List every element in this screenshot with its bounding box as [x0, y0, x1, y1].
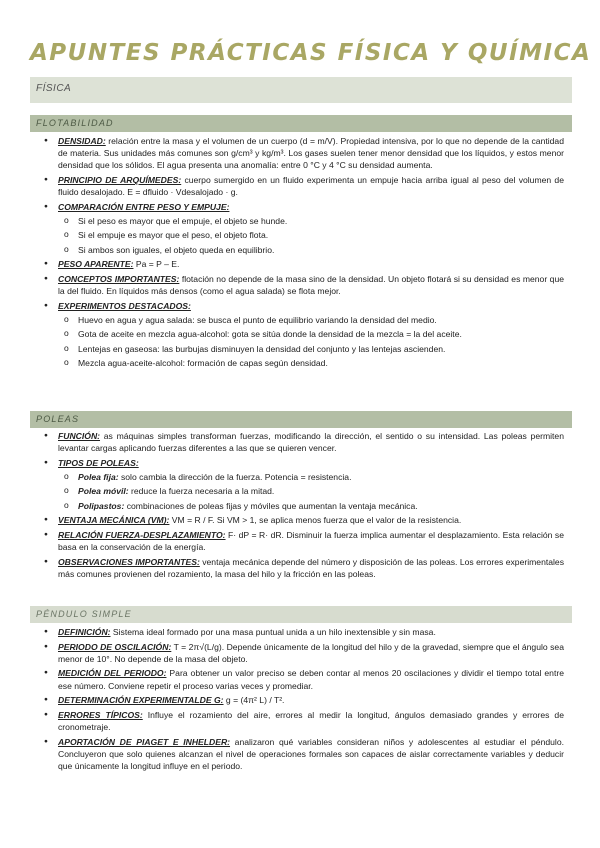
sub-item — [78, 357, 564, 369]
section-title: PÉNDULO SIMPLE — [36, 609, 132, 619]
sub-list — [78, 314, 564, 369]
sub-item — [78, 471, 564, 483]
bullet-term: MEDICIÓN DEL PERIODO: — [58, 668, 167, 679]
sub-text: Mezcla agua-aceite-alcohol: formación de capas según densidad. — [78, 358, 328, 369]
section-pendulo — [58, 626, 564, 775]
bullet-item — [58, 174, 564, 198]
section-title: POLEAS — [36, 414, 80, 424]
bullet-item — [58, 641, 564, 665]
bullet-item — [58, 709, 564, 733]
bullet-term: OBSERVACIONES IMPORTANTES: — [58, 556, 200, 567]
bullet-item — [58, 258, 564, 270]
bullet-term: EXPERIMENTOS DESTACADOS: — [58, 300, 191, 311]
bullet-item — [58, 300, 564, 370]
bullet-item — [58, 667, 564, 691]
sub-text: Gota de aceite en mezcla agua-alcohol: gota se sitúa donde la densidad de la mezcla = la del aceite. — [78, 329, 462, 340]
bullet-term: CONCEPTOS IMPORTANTES: — [58, 273, 180, 284]
sub-text: reduce la fuerza necesaria a la mitad. — [128, 486, 275, 497]
bullet-term: APORTACIÓN DE PIAGET E INHELDER: — [58, 736, 231, 747]
bullet-term: PESO APARENTE: — [58, 259, 134, 270]
sub-item — [78, 343, 564, 355]
sub-item — [78, 500, 564, 512]
sub-item — [78, 229, 564, 241]
sub-list — [78, 215, 564, 256]
sub-item — [78, 328, 564, 340]
bullet-term: PRINCIPIO DE ARQUÍMEDES: — [58, 175, 182, 185]
bullet-term: RELACIÓN FUERZA-DESPLAZAMIENTO: — [58, 529, 226, 540]
section-title: FLOTABILIDAD — [36, 118, 114, 128]
subject-label: FÍSICA — [36, 83, 72, 94]
bullet-text: Sistema ideal formado por una masa puntual unida a un hilo inextensible y sin masa. — [110, 627, 436, 637]
bullet-item — [58, 529, 564, 553]
sub-item — [78, 485, 564, 497]
section-poleas — [58, 430, 564, 583]
bullet-term: COMPARACIÓN ENTRE PESO Y EMPUJE: — [58, 201, 230, 212]
bullet-text: Pa = P – E. — [133, 259, 180, 270]
bullet-list — [58, 626, 564, 772]
bullet-text: ventaja mecánica depende del número y disposición de las poleas. Los errores experimentales más comunes provienen del rozamiento, la masa del hilo y la fricción en las poleas. — [58, 556, 565, 579]
sub-text: Lentejas en gaseosa: las burbujas disminuyen la densidad del conjunto y las lentejas ascienden. — [78, 343, 446, 354]
bullet-text: Influye el rozamiento del aire, errores al medir la longitud, ángulos demasiado grandes y errores de cronometraje. — [58, 709, 564, 732]
bullet-term: DETERMINACIÓN EXPERIMENTALDE G: — [58, 695, 224, 706]
bullet-item — [58, 626, 564, 638]
bullet-list — [58, 135, 564, 369]
bullet-text: VM = R / F. Si VM > 1, se aplica menos fuerza que el valor de la resistencia. — [169, 515, 462, 526]
bullet-list — [58, 430, 564, 580]
sub-item — [78, 244, 564, 256]
bullet-term: PERIODO DE OSCILACIÓN: — [58, 641, 172, 652]
bullet-text: T = 2π√(L/g). Depende únicamente de la longitud del hilo y de la gravedad, siempre que el ángulo sea menor de 10°. No depende de la masa del objeto. — [58, 641, 564, 664]
sub-term: Polea fija: — [78, 472, 119, 482]
bullet-item — [58, 201, 564, 256]
bullet-term: DEFINICIÓN: — [58, 627, 111, 637]
bullet-text: Para obtener un valor preciso se deben contar al menos 20 oscilaciones y dividir el tiempo total entre ese número. Conviene repetir el proceso varias veces y promediar. — [58, 668, 564, 691]
sub-term: Polea móvil: — [78, 486, 129, 497]
bullet-term: FUNCIÓN: — [58, 431, 101, 441]
section-header-poleas — [30, 411, 572, 428]
sub-list — [78, 471, 564, 512]
sub-text: Si ambos son iguales, el objeto queda en equilibrio. — [78, 244, 275, 255]
sub-item — [78, 215, 564, 227]
sub-text: Si el peso es mayor que el empuje, el objeto se hunde. — [78, 216, 288, 226]
sub-term: Polipastos: — [78, 500, 125, 511]
bullet-text: relación entre la masa y el volumen de un cuerpo (d = m/V). Propiedad intensiva, por lo que no depende de la cantidad de materia. Sus unidades más comunes son g/cm³ y kg/m³. Los gases suelen tener menor densidad que los líquidos, y estos menor densidad que los sólidos. El agua presenta una anomalía: entre 0 °C y 4 °C su densidad aumenta. — [58, 136, 564, 171]
bullet-item — [58, 430, 564, 454]
bullet-text: F· dP = R· dR. Disminuir la fuerza implica aumentar el desplazamiento. Esta relación se basa en la conservación de la energía. — [58, 529, 564, 553]
bullet-item — [58, 135, 564, 172]
subject-header — [30, 77, 572, 103]
bullet-text: as máquinas simples transforman fuerzas, modificando la dirección, el sentido o su intensidad. Las poleas permiten levantar cargas aplicando fuerzas diferentes a las que se quieren vencer. — [58, 431, 564, 454]
bullet-item — [58, 736, 564, 773]
bullet-item — [58, 273, 564, 297]
bullet-text: analizaron qué variables consideran niños y adolescentes al estudiar el péndulo. Concluyeron que solo quienes alcanzan el nivel de operaciones formales son capaces de aislar correctamente variables y deducir que únicamente la longitud influye en el periodo. — [58, 736, 564, 771]
bullet-text: g = (4π² L) / T². — [223, 695, 285, 706]
bullet-term: VENTAJA MECÁNICA (VM): — [58, 515, 170, 526]
section-header-flotabilidad — [30, 115, 572, 132]
bullet-term: TIPOS DE POLEAS: — [58, 457, 139, 468]
bullet-item — [58, 457, 564, 512]
bullet-text: flotación no depende de la masa sino de la densidad. Un objeto flotará si su densidad es menor que la del fluido. En líquidos más densos (como el agua salada) se flota mejor. — [58, 273, 564, 297]
bullet-term: DENSIDAD: — [58, 136, 106, 146]
section-flotabilidad — [58, 135, 564, 372]
bullet-term: ERRORES TÍPICOS: — [58, 709, 143, 720]
sub-text: Huevo en agua y agua salada: se busca el punto de equilibrio variando la densidad del medio. — [78, 314, 437, 325]
page-title: APUNTES PRÁCTICAS FÍSICA Y QUÍMICA — [30, 40, 592, 66]
sub-text: Si el empuje es mayor que el peso, el objeto flota. — [78, 230, 269, 241]
bullet-item — [58, 514, 564, 526]
bullet-item — [58, 556, 564, 580]
bullet-text: cuerpo sumergido en un fluido experimenta un empuje hacia arriba igual al peso del volumen de fluido desalojado. E = dfluido · Vdesalojado · g. — [58, 175, 564, 198]
sub-text: solo cambia la dirección de la fuerza. Potencia = resistencia. — [118, 472, 352, 482]
section-header-pendulo — [30, 606, 572, 623]
bullet-item — [58, 694, 564, 706]
sub-text: combinaciones de poleas fijas y móviles que aumentan la ventaja mecánica. — [124, 500, 418, 511]
sub-item — [78, 314, 564, 326]
